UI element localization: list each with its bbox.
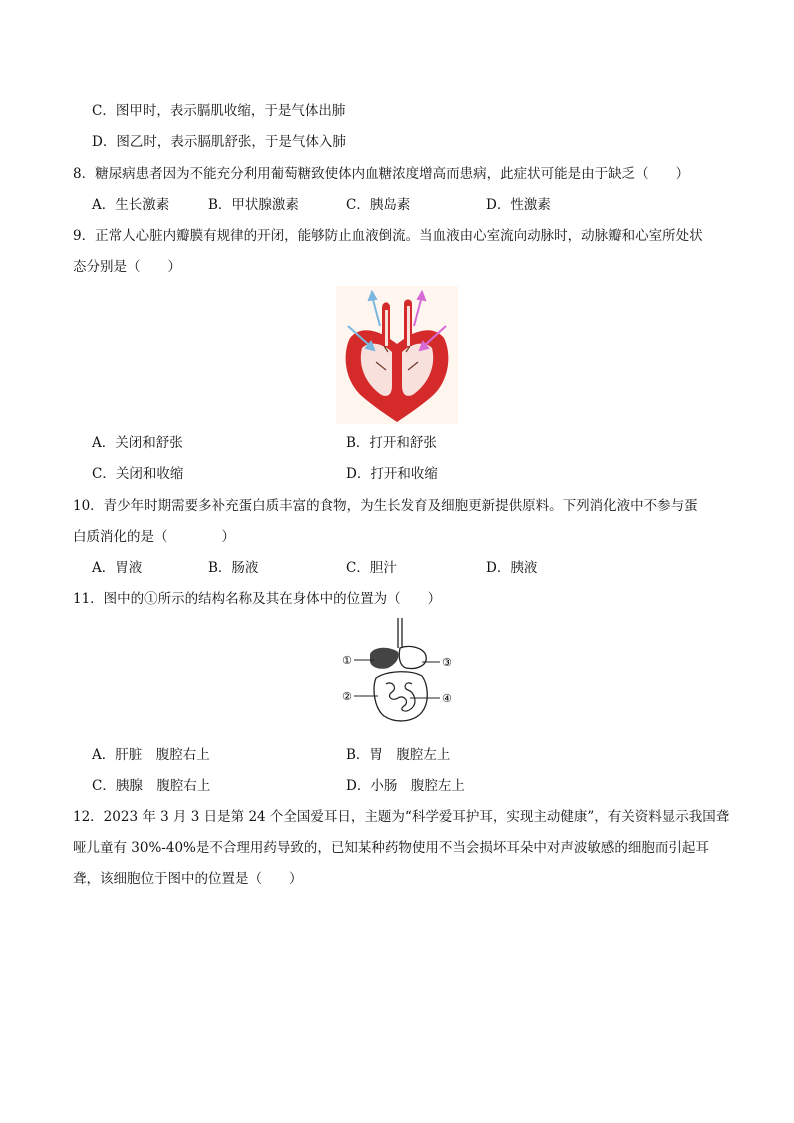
stomach	[399, 646, 426, 668]
q8-stem: 8．糖尿病患者因为不能充分利用葡萄糖致使体内血糖浓度增高而患病，此症状可能是由于缺乏（ ）	[73, 166, 690, 182]
q12-stem-line2: 哑儿童有 30%-40%是不合理用药导致的，已知某种药物使用不当会损坏耳朵中对声波敏感的细胞而引起耳	[73, 840, 709, 856]
q9-option-b: B．打开和舒张	[346, 435, 437, 451]
esophagus	[398, 618, 402, 648]
q11-stem: 11．图中的①所示的结构名称及其在身体中的位置为（ ）	[73, 591, 442, 607]
heart-diagram	[336, 286, 458, 424]
q12-stem-line3: 聋，该细胞位于图中的位置是（ ）	[73, 871, 303, 887]
q10-option-a: A．胃液	[92, 560, 143, 576]
label-4: ④	[442, 692, 452, 705]
q9-stem-line2: 态分别是（ ）	[73, 259, 181, 275]
q11-option-b: B．胃 腹腔左上	[346, 747, 451, 763]
q8-option-c: C．胰岛素	[346, 197, 411, 213]
vessel-left-lumen	[385, 310, 388, 346]
digestive-diagram	[340, 618, 462, 728]
q10-stem-line1: 10．青少年时期需要多补充蛋白质丰富的食物，为生长发育及细胞更新提供原料。下列消化液中不参与蛋	[73, 498, 698, 514]
label-2: ②	[342, 690, 352, 703]
heart-svg	[336, 286, 458, 424]
vessel-right-lumen	[407, 306, 410, 346]
q8-option-d: D．性激素	[486, 197, 551, 213]
q10-option-b: B．肠液	[208, 560, 259, 576]
q8-option-a: A．生长激素	[92, 197, 170, 213]
q11-option-c: C．胰腺 腹腔右上	[92, 778, 211, 794]
q11-option-a: A．肝脏 腹腔右上	[92, 747, 210, 763]
q12-stem-line1: 12．2023 年 3 月 3 日是第 24 个全国爱耳日，主题为“科学爱耳护耳，实现主动健康”，有关资料显示我国聋	[73, 809, 730, 825]
liver	[370, 648, 399, 669]
septum	[393, 344, 401, 414]
label-1: ①	[342, 654, 352, 667]
digestive-svg	[340, 618, 462, 728]
q8-option-b: B．甲状腺激素	[208, 197, 299, 213]
large-intestine	[374, 672, 427, 721]
q10-option-c: C．胆汁	[346, 560, 397, 576]
q9-stem-line1: 9．正常人心脏内瓣膜有规律的开闭，能够防止血液倒流。当血液由心室流向动脉时，动脉瓣和心室所处状	[73, 228, 703, 244]
q7-option-c: C．图甲时，表示膈肌收缩，于是气体出肺	[92, 103, 346, 119]
q9-option-d: D．打开和收缩	[346, 466, 438, 482]
q9-option-c: C．关闭和收缩	[92, 466, 184, 482]
q10-stem-line2: 白质消化的是（ ）	[73, 529, 235, 545]
q10-option-d: D．胰液	[486, 560, 538, 576]
q7-option-d: D．图乙时，表示膈肌舒张，于是气体入肺	[92, 134, 346, 150]
q9-option-a: A．关闭和舒张	[92, 435, 183, 451]
q11-option-d: D．小肠 腹腔左上	[346, 778, 465, 794]
label-3: ③	[442, 656, 452, 669]
